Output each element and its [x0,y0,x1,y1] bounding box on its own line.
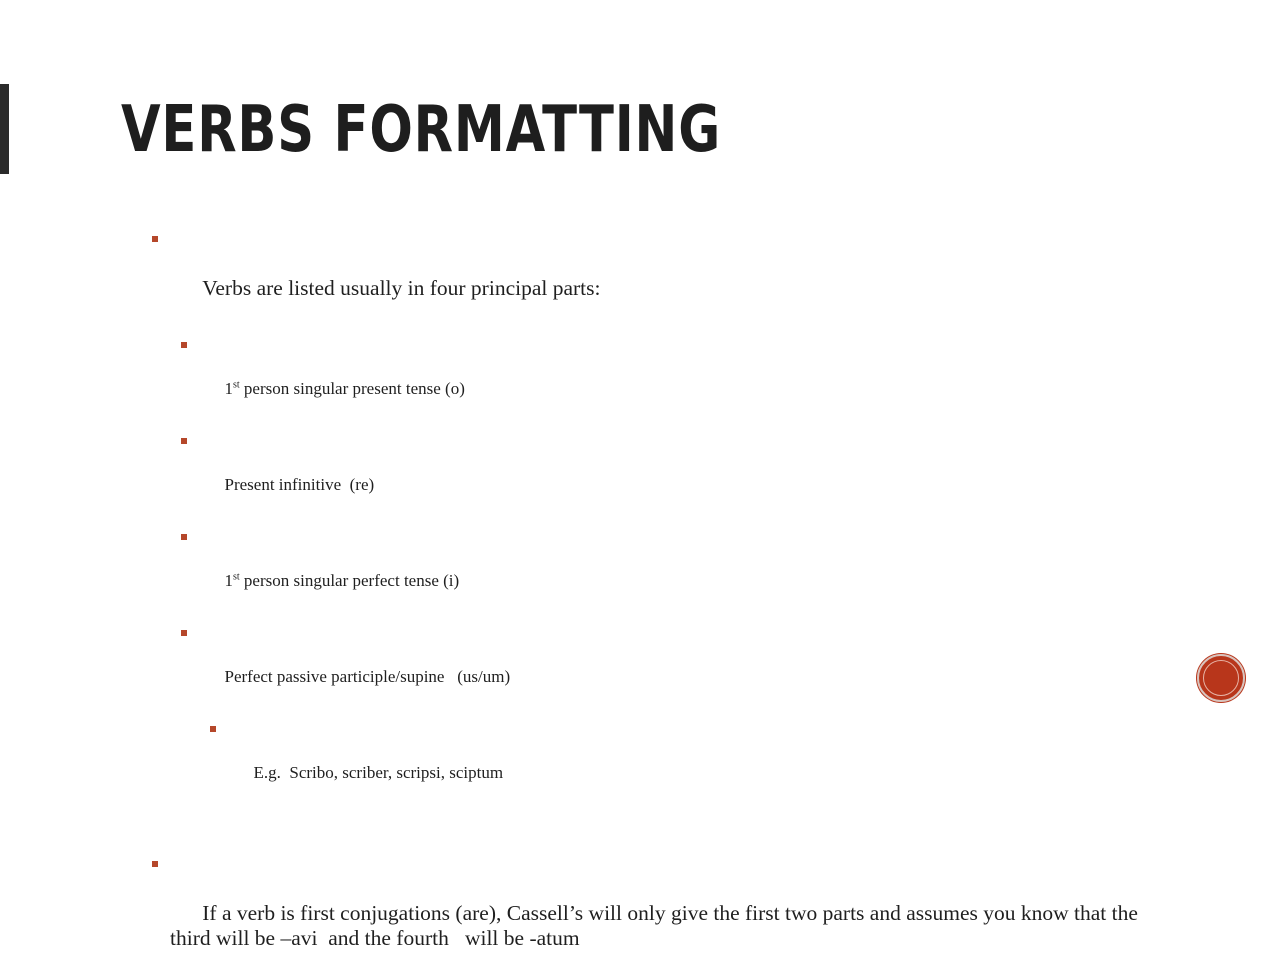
square-bullet-icon [181,342,187,348]
bullet-text: Present infinitive (re) [224,475,375,494]
accent-bar [0,84,9,174]
sub-bullet-first-person-present [179,334,1170,422]
square-bullet-icon [152,236,158,242]
bullet-item-first-conjugation [150,851,1170,976]
sub-bullet-perfect-passive-participle [179,622,1170,710]
square-bullet-icon [181,630,187,636]
ordinal-suffix: st [233,571,240,583]
square-bullet-icon [210,726,216,732]
slide-title: VERBS FORMATTING [121,93,722,167]
square-bullet-icon [152,861,158,867]
square-bullet-icon [181,438,187,444]
sub-bullet-present-infinitive [179,430,1170,518]
bullet-text-number: 1 [224,571,233,590]
page-badge-ring [1203,660,1239,696]
bullet-text: Verbs are listed usually in four principal parts: [202,276,601,300]
square-bullet-icon [181,534,187,540]
bullet-text: Perfect passive participle/supine (us/um) [224,667,511,686]
bullet-text: If a verb is first conjugations (are), Cassell’s will only give the first two parts and assumes you know that the third will be –avi and the fourth will be -atum [170,901,1144,950]
ordinal-suffix: st [233,379,240,391]
bullet-list [150,226,1170,976]
bullet-text: person singular present tense (o) [239,379,465,398]
bullet-text-number: 1 [224,379,233,398]
sub-sub-bullet-example [208,718,1170,806]
sub-bullet-first-person-perfect [179,526,1170,614]
page-badge-icon [1197,654,1245,702]
bullet-text: E.g. Scribo, scriber, scripsi, sciptum [253,763,504,782]
bullet-text: person singular perfect tense (i) [239,571,460,590]
bullet-item-principal-parts [150,226,1170,326]
